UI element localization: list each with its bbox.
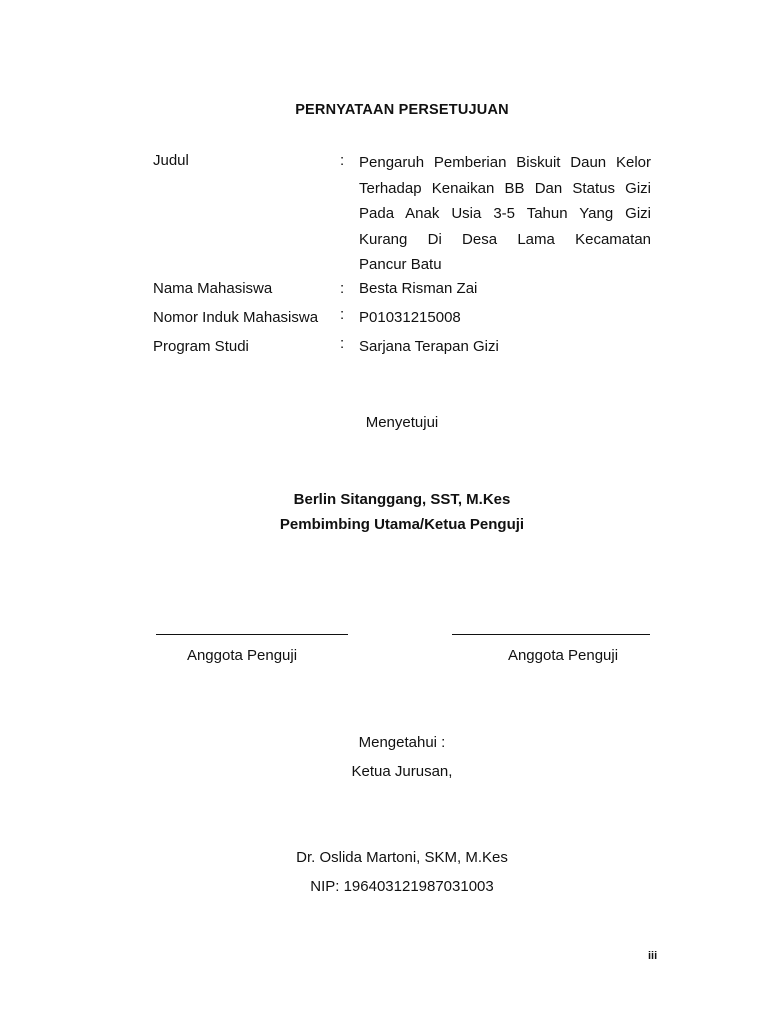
prodi-colon: : — [340, 335, 345, 352]
prodi-label: Program Studi — [153, 338, 249, 355]
supervisor-name: Berlin Sitanggang, SST, M.Kes — [293, 491, 511, 508]
nama-label: Nama Mahasiswa — [153, 280, 273, 297]
judul-line: Pada Anak Usia 3-5 Tahun Yang Gizi — [359, 205, 651, 222]
department-head-nip: NIP: 196403121987031003 — [310, 878, 494, 895]
department-head-name: Dr. Oslida Martoni, SKM, M.Kes — [296, 849, 508, 866]
judul-line: Kurang Di Desa Lama Kecamatan — [359, 230, 651, 248]
nim-value: P01031215008 — [359, 309, 461, 326]
judul-line: Terhadap Kenaikan BB Dan Status Gizi — [359, 179, 651, 197]
signature-line-left — [156, 634, 348, 635]
prodi-value: Sarjana Terapan Gizi — [359, 338, 499, 355]
acknowledgement-label: Mengetahui : — [358, 734, 446, 751]
examiner-right-label: Anggota Penguji — [507, 647, 619, 664]
judul-label: Judul — [153, 152, 189, 169]
judul-colon: : — [340, 152, 345, 169]
page-number: iii — [648, 950, 658, 962]
signature-line-right — [452, 634, 650, 635]
nim-colon: : — [340, 306, 345, 323]
judul-line: Pengaruh Pemberian Biskuit Daun Kelor — [359, 154, 651, 171]
nama-colon: : — [340, 280, 345, 297]
department-head-role: Ketua Jurusan, — [351, 763, 453, 780]
document-title: PERNYATAAN PERSETUJUAN — [295, 102, 509, 118]
examiner-left-label: Anggota Penguji — [186, 647, 298, 664]
nama-value: Besta Risman Zai — [359, 280, 478, 297]
judul-value — [359, 150, 651, 278]
judul-line: Pancur Batu — [359, 256, 442, 273]
approval-label: Menyetujui — [365, 414, 439, 431]
supervisor-role: Pembimbing Utama/Ketua Penguji — [279, 516, 525, 533]
nim-label: Nomor Induk Mahasiswa — [153, 309, 319, 326]
